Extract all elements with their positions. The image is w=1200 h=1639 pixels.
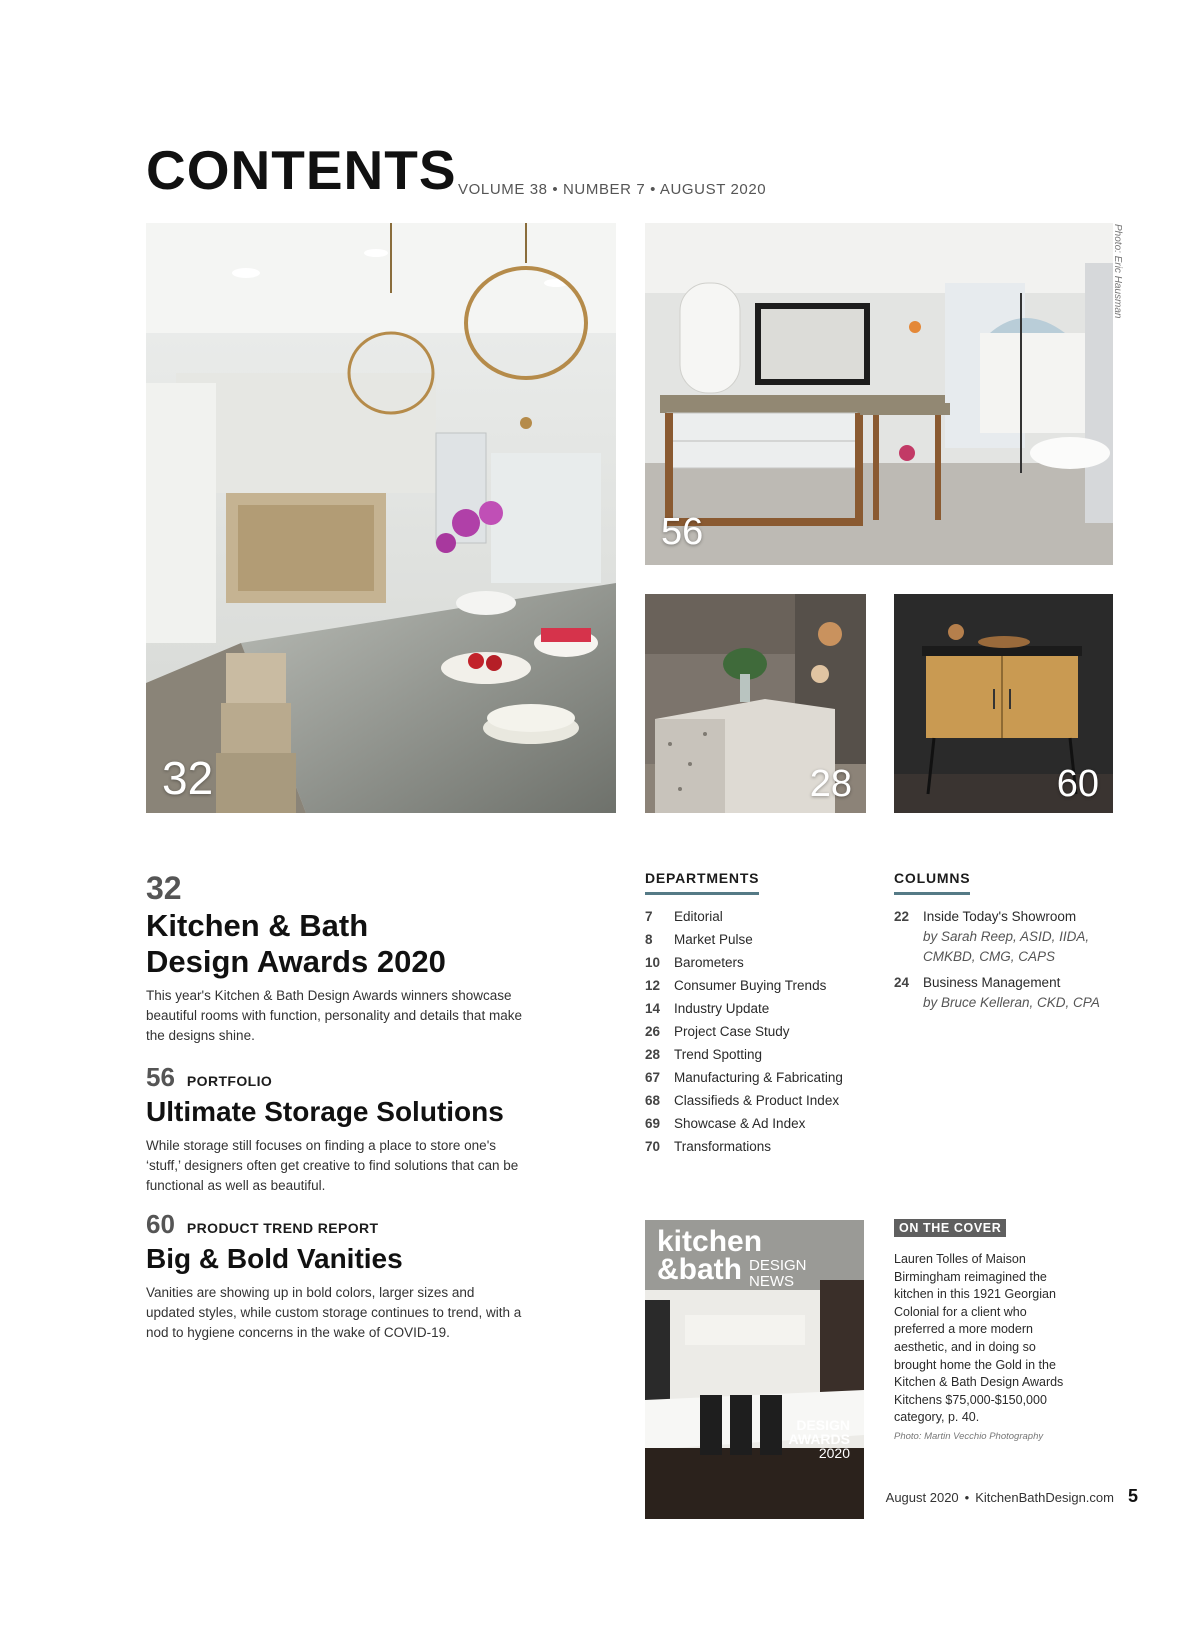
columns-list (894, 907, 1114, 1013)
department-label: Market Pulse (674, 932, 753, 947)
vanity-photo[interactable] (894, 594, 1113, 813)
on-the-cover-label: ON THE COVER (894, 1219, 1006, 1237)
cover-thumbnail[interactable] (645, 1220, 864, 1519)
department-item[interactable] (645, 997, 875, 1020)
page-footer (886, 1486, 1138, 1507)
column-byline: by Sarah Reep, ASID, IIDA, CMKBD, CMG, CAPS (923, 929, 1090, 964)
department-label: Transformations (674, 1139, 772, 1154)
feature-kicker: PORTFOLIO (186, 1073, 273, 1089)
department-label: Trend Spotting (674, 1047, 763, 1062)
department-item[interactable] (645, 1066, 875, 1089)
kitchen-island-photo[interactable] (645, 594, 866, 813)
department-item[interactable] (645, 1135, 875, 1158)
bathroom-photo[interactable] (645, 223, 1113, 565)
department-page: 12 (645, 978, 661, 993)
footer-page-number: 5 (1127, 1486, 1138, 1506)
column-label: Inside Today's Showroom (923, 909, 1077, 924)
columns-section (894, 870, 1114, 1019)
issue-info: VOLUME 38 • NUMBER 7 • AUGUST 2020 (458, 181, 767, 198)
department-page: 8 (645, 932, 653, 947)
footer-separator: • (964, 1490, 970, 1505)
department-label: Barometers (674, 955, 744, 970)
island-page-number: 28 (809, 763, 852, 805)
cover-photo-credit: Photo: Martin Vecchio Photography (894, 1430, 1044, 1442)
footer-site[interactable]: KitchenBathDesign.com (975, 1490, 1114, 1505)
photo-credit: Photo: Eric Hausman (1112, 224, 1123, 319)
department-page: 14 (645, 1001, 661, 1016)
department-item[interactable] (645, 1112, 875, 1135)
cover-awards-line-1: DESIGN (796, 1417, 850, 1433)
cover-mag-bath: bath (678, 1253, 742, 1286)
department-page: 7 (645, 909, 653, 924)
kitchen-page-number: 32 (162, 752, 214, 804)
department-page: 26 (645, 1024, 661, 1039)
departments-section (645, 870, 875, 1158)
department-label: Manufacturing & Fabricating (674, 1070, 843, 1085)
feature-storage[interactable] (146, 1064, 566, 1196)
footer-date: August 2020 (885, 1490, 959, 1505)
department-page: 10 (645, 955, 661, 970)
feature-vanities[interactable] (146, 1211, 566, 1343)
departments-list (645, 905, 875, 1158)
cover-mag-design: DESIGN (749, 1257, 807, 1274)
feature-description: Vanities are showing up in bold colors, larger sizes and updated styles, while custom storage continues to trend, with a nod to hygiene concerns in the wake of COVID-19. (146, 1285, 522, 1340)
feature-description: While storage still focuses on finding a place to store one's ‘stuff,’ designers often get creative to find solutions that can be functional as well as beautiful. (146, 1138, 519, 1193)
feature-kicker: PRODUCT TREND REPORT (186, 1220, 379, 1236)
department-label: Showcase & Ad Index (674, 1116, 806, 1131)
column-label: Business Management (923, 975, 1061, 990)
feature-title[interactable]: Ultimate Storage Solutions (146, 1096, 504, 1127)
department-label: Consumer Buying Trends (674, 978, 827, 993)
department-label: Industry Update (674, 1001, 770, 1016)
department-item[interactable] (645, 1089, 875, 1112)
page-title: CONTENTS (146, 139, 457, 201)
department-item[interactable] (645, 1043, 875, 1066)
department-page: 70 (645, 1139, 661, 1154)
column-byline: by Bruce Kelleran, CKD, CPA (923, 995, 1100, 1010)
cover-mag-amp: & (657, 1253, 679, 1286)
department-page: 69 (645, 1116, 661, 1131)
feature-description: This year's Kitchen & Bath Design Awards winners showcase beautiful rooms with function, personality and details that make the designs shine. (146, 988, 522, 1043)
column-page: 22 (894, 909, 910, 924)
on-the-cover-section (894, 1219, 1084, 1442)
department-page: 67 (645, 1070, 661, 1085)
feature-title-line-1: Kitchen & Bath (146, 908, 369, 943)
department-item[interactable] (645, 905, 875, 928)
feature-title[interactable]: Big & Bold Vanities (146, 1243, 403, 1274)
department-page: 68 (645, 1093, 661, 1108)
feature-page-number: 56 (146, 1062, 175, 1092)
department-label: Classifieds & Product Index (674, 1093, 840, 1108)
department-item[interactable] (645, 974, 875, 997)
department-label: Editorial (674, 909, 723, 924)
bathroom-page-number: 56 (661, 511, 704, 553)
department-label: Project Case Study (674, 1024, 790, 1039)
column-page: 24 (894, 975, 910, 990)
cover-description: Lauren Tolles of Maison Birmingham reimagined the kitchen in this 1921 Georgian Colonial for a client who preferred a more modern aesthetic, and in doing so brought home the Gold in the Kitchen & Bath Design Awards Kitchens $75,000-$150,000 category, p. 40. (894, 1252, 1064, 1425)
feature-title[interactable] (146, 908, 566, 980)
cover-awards-line-3: 2020 (818, 1445, 850, 1461)
cover-mag-news: NEWS (749, 1273, 794, 1290)
departments-heading: DEPARTMENTS (645, 870, 759, 895)
column-item[interactable] (894, 973, 1114, 1013)
feature-title-line-2: Design Awards 2020 (146, 944, 446, 979)
kitchen-photo[interactable] (146, 223, 616, 813)
columns-heading: COLUMNS (894, 870, 970, 895)
feature-page-number: 60 (146, 1209, 175, 1239)
column-item[interactable] (894, 907, 1114, 967)
cover-awards-line-2: AWARDS (788, 1431, 850, 1447)
bathroom-illustration (645, 223, 1113, 565)
cover-mag-kitchen: kitchen (657, 1225, 763, 1258)
department-item[interactable] (645, 1020, 875, 1043)
feature-design-awards[interactable] (146, 872, 566, 1046)
department-item[interactable] (645, 928, 875, 951)
kitchen-illustration (146, 223, 616, 813)
feature-page-number: 32 (146, 870, 182, 906)
department-page: 28 (645, 1047, 661, 1062)
vanity-page-number: 60 (1056, 763, 1099, 805)
department-item[interactable] (645, 951, 875, 974)
